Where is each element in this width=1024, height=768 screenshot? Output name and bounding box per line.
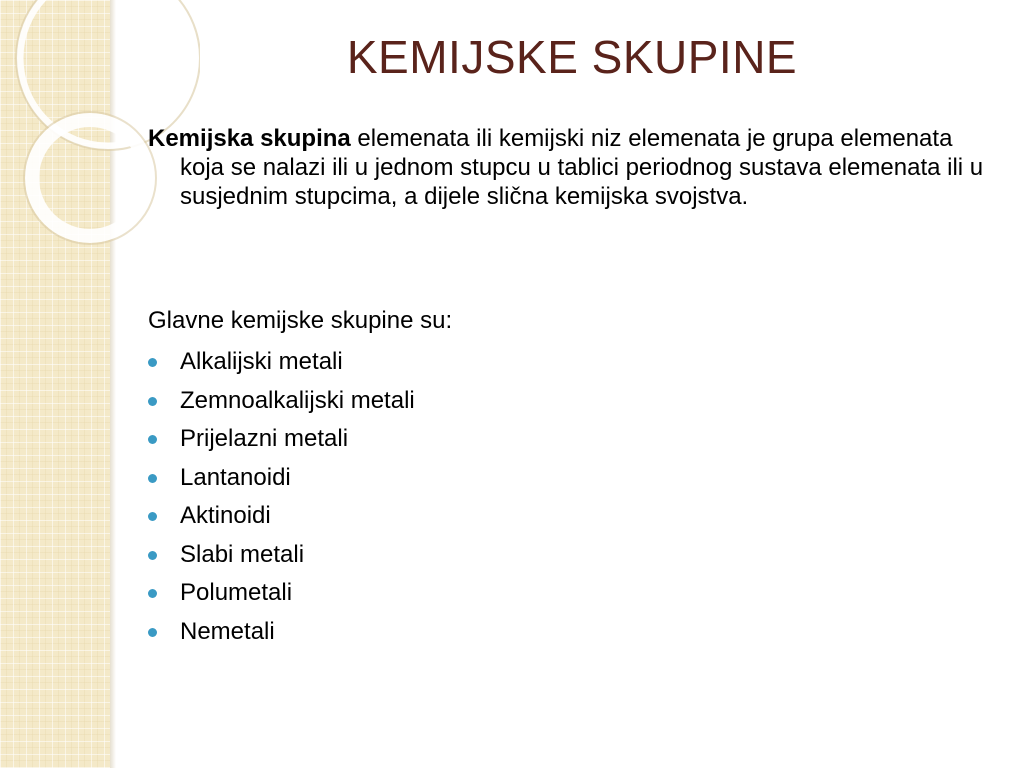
list-item bbox=[148, 574, 415, 613]
bullet-dot-icon bbox=[148, 358, 157, 367]
definition-term: Kemijska skupina bbox=[148, 125, 351, 152]
list-item-label: Aktinoidi bbox=[180, 502, 271, 529]
groups-lead: Glavne kemijske skupine su: bbox=[148, 307, 453, 334]
list-item bbox=[148, 613, 415, 652]
definition-paragraph bbox=[148, 124, 998, 211]
list-item-label: Polumetali bbox=[180, 579, 293, 606]
bullet-dot-icon bbox=[148, 474, 157, 483]
bullet-dot-icon bbox=[148, 512, 157, 521]
middle-ring-shadow bbox=[24, 112, 156, 244]
slide-content bbox=[148, 124, 998, 645]
list-item bbox=[148, 497, 415, 536]
list-item bbox=[148, 459, 415, 498]
list-item bbox=[148, 536, 415, 575]
list-item-label: Nemetali bbox=[180, 617, 275, 645]
middle-ring bbox=[32, 120, 148, 236]
bullet-dot-icon bbox=[148, 589, 157, 598]
list-item-label: Alkalijski metali bbox=[180, 348, 343, 375]
list-item-label: Prijelazni metali bbox=[180, 425, 349, 452]
list-item bbox=[148, 343, 415, 382]
bullet-dot-icon bbox=[148, 551, 157, 560]
list-item bbox=[148, 382, 415, 421]
bullet-dot-icon bbox=[148, 628, 157, 637]
list-item-label: Slabi metali bbox=[180, 540, 305, 568]
group-list bbox=[148, 343, 415, 651]
list-item-label: Lantanoidi bbox=[180, 463, 291, 491]
list-item bbox=[148, 420, 415, 459]
bullet-dot-icon bbox=[148, 397, 157, 406]
bullet-dot-icon bbox=[148, 435, 157, 444]
definition-text: elemenata ili kemijski niz elemenata je grupa elemenata koja se nalazi ili u jednom stupcu u tablici periodnog sustava elemenata ili u susjednim stupcima, a dijele slična kemijska svojstva. bbox=[180, 125, 984, 210]
list-item-label: Zemnoalkalijski metali bbox=[180, 386, 415, 414]
slide-title: KEMIJSKE SKUPINE bbox=[346, 31, 798, 83]
